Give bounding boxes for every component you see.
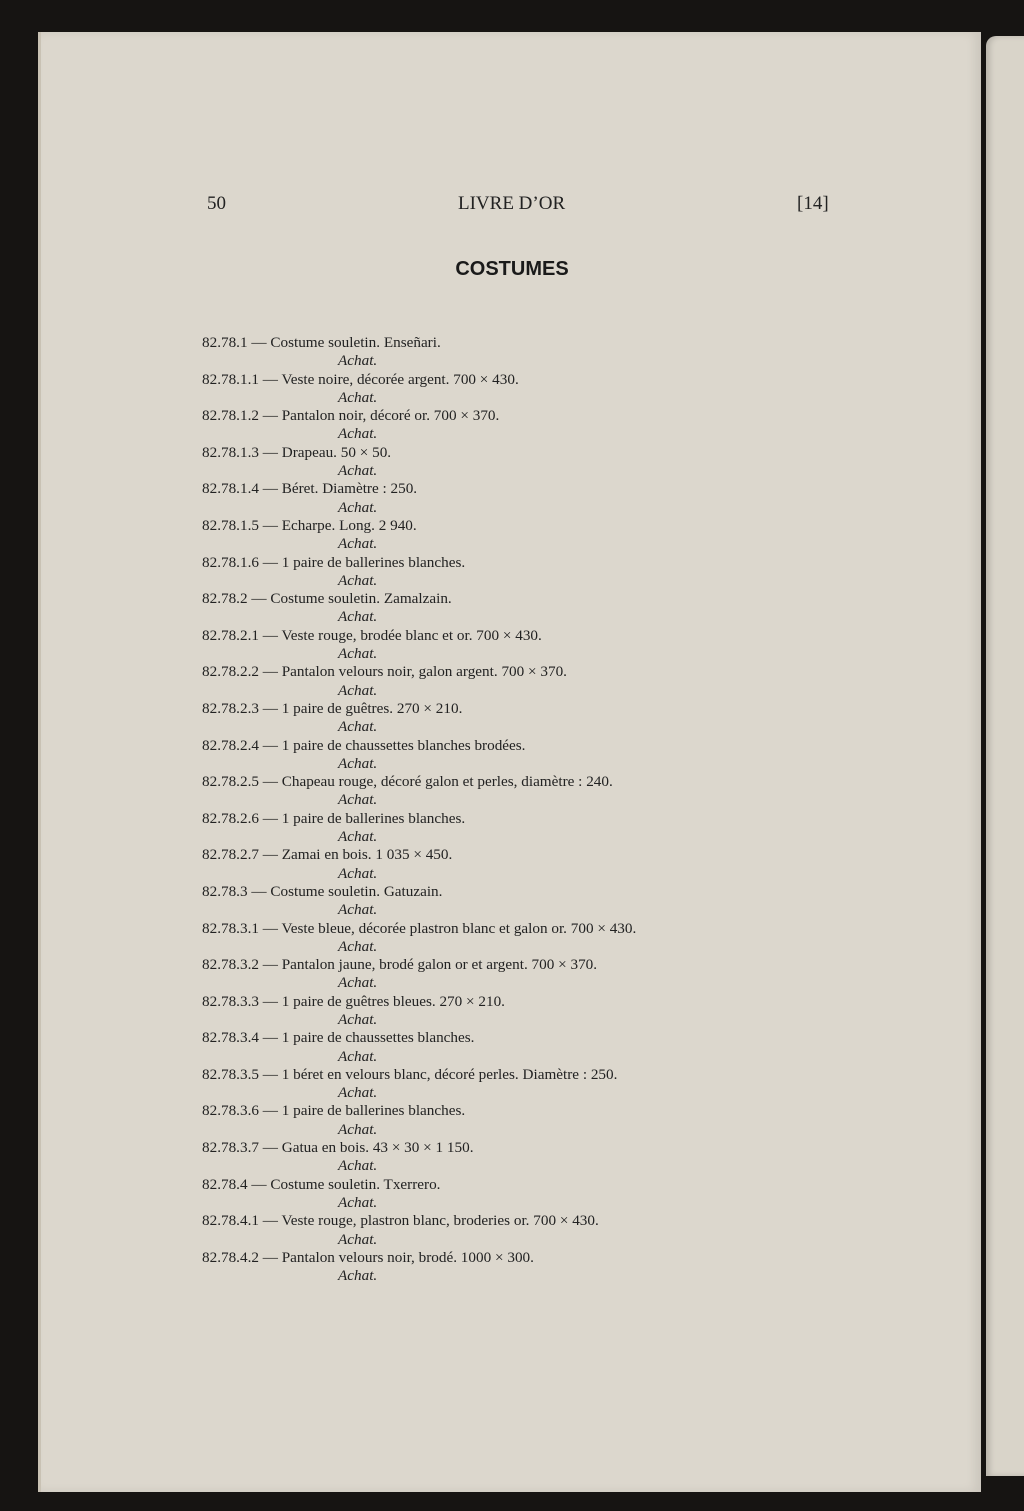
entry-description: Costume souletin. Gatuzain. [270, 882, 443, 900]
entry-id: 82.78.2.7 [202, 846, 259, 864]
acquisition-mode: Achat. [338, 352, 378, 370]
entry-id: 82.78.1.6 [202, 553, 259, 571]
entry-id: 82.78.1 [202, 334, 248, 351]
acquisition-mode: Achat. [338, 937, 378, 955]
entry-id: 82.78.4 [202, 1175, 248, 1193]
catalogue-entry: 82.78.3.6 — 1 paire de ballerines blanches. [202, 1102, 466, 1120]
entry-description: Veste bleue, décorée plastron blanc et galon or. 700 × 430. [281, 919, 637, 937]
entry-id: 82.78.3.6 [202, 1102, 259, 1120]
catalogue-entry: 82.78.1.1 — Veste noire, décorée argent. 700 × 430. [202, 370, 519, 388]
acquisition-mode: Achat. [338, 535, 378, 553]
entry-description: 1 paire de ballerines blanches. [281, 1102, 466, 1120]
acquisition-mode: Achat. [338, 1267, 378, 1285]
entry-description: Pantalon velours noir, galon argent. 700 × 370. [281, 663, 567, 681]
catalogue-entry: 82.78.4.2 — Pantalon velours noir, brodé. 1000 × 300. [202, 1248, 534, 1266]
catalogue-entry: 82.78.1.3 — Drapeau. 50 × 50. [202, 443, 392, 461]
entry-id: 82.78.2.5 [202, 773, 259, 791]
catalogue-entry: 82.78.3.7 — Gatua en bois. 43 × 30 × 1 150. [202, 1139, 474, 1157]
acquisition-mode: Achat. [338, 864, 378, 882]
acquisition-mode: Achat. [338, 1010, 378, 1028]
acquisition-mode: Achat. [338, 828, 378, 846]
acquisition-mode: Achat. [338, 425, 378, 443]
entry-id: 82.78.3.5 [202, 1065, 259, 1083]
catalogue-entry: 82.78.4.1 — Veste rouge, plastron blanc, broderies or. 700 × 430. [202, 1212, 599, 1230]
catalogue-list [202, 334, 636, 1285]
catalogue-entry: 82.78.4 — Costume souletin. Txerrero. [202, 1175, 441, 1193]
acquisition-mode: Achat. [338, 681, 378, 699]
entry-id: 82.78.3 [202, 882, 248, 900]
entry-description: Veste noire, décorée argent. 700 × 430. [281, 370, 519, 388]
entry-id: 82.78.3.3 [202, 992, 259, 1010]
acquisition-mode: Achat. [338, 754, 378, 772]
entry-description: Veste rouge, plastron blanc, broderies or. 700 × 430. [281, 1212, 599, 1230]
entry-description: Veste rouge, brodée blanc et or. 700 × 430. [281, 626, 542, 644]
acquisition-mode: Achat. [338, 1120, 378, 1138]
catalogue-entry: 82.78.2.1 — Veste rouge, brodée blanc et or. 700 × 430. [202, 626, 542, 644]
entry-id: 82.78.2 [202, 590, 248, 608]
catalogue-entry: 82.78.1.6 — 1 paire de ballerines blanches. [202, 553, 466, 571]
acquisition-mode: Achat. [338, 571, 378, 589]
catalogue-entry: 82.78.3.1 — Veste bleue, décorée plastron blanc et galon or. 700 × 430. [202, 919, 637, 937]
acquisition-mode: Achat. [338, 791, 378, 809]
acquisition-mode: Achat. [338, 1084, 378, 1102]
catalogue-entry: 82.78.3.4 — 1 paire de chaussettes blanches. [202, 1029, 475, 1047]
entry-description: Chapeau rouge, décoré galon et perles, diamètre : 240. [281, 773, 613, 791]
entry-description: 1 béret en velours blanc, décoré perles. Diamètre : 250. [281, 1065, 618, 1083]
acquisition-mode: Achat. [338, 498, 378, 516]
entry-id: 82.78.2.1 [202, 626, 259, 644]
entry-id: 82.78.1.3 [202, 443, 259, 461]
acquisition-mode: Achat. [338, 1157, 378, 1175]
catalogue-entry: 82.78.2 — Costume souletin. Zamalzain. [202, 590, 452, 608]
acquisition-mode: Achat. [338, 1230, 378, 1248]
acquisition-mode: Achat. [338, 462, 378, 480]
entry-description: 1 paire de chaussettes blanches brodées. [281, 736, 526, 754]
entry-description: Costume souletin. Txerrero. [270, 1175, 441, 1193]
running-title: LIVRE D’OR [458, 193, 566, 214]
entry-description: Echarpe. Long. 2 940. [281, 516, 417, 534]
entry-description: 1 paire de ballerines blanches. [281, 809, 466, 827]
page-number: 50 [207, 193, 226, 214]
entry-description: Costume souletin. Enseñari. [270, 334, 441, 351]
next-page-edge [986, 36, 1024, 1476]
catalogue-entry: 82.78.2.6 — 1 paire de ballerines blanches. [202, 809, 466, 827]
entry-id: 82.78.3.2 [202, 956, 259, 974]
entry-description: Zamai en bois. 1 035 × 450. [281, 846, 453, 864]
entry-id: 82.78.2.2 [202, 663, 259, 681]
entry-id: 82.78.1.5 [202, 516, 259, 534]
catalogue-entry: 82.78.1.4 — Béret. Diamètre : 250. [202, 480, 418, 498]
entry-description: Pantalon velours noir, brodé. 1000 × 300. [281, 1248, 534, 1266]
entry-description: Béret. Diamètre : 250. [281, 480, 418, 498]
entry-id: 82.78.2.3 [202, 699, 259, 717]
entry-description: Costume souletin. Zamalzain. [270, 590, 452, 608]
catalogue-entry: 82.78.2.4 — 1 paire de chaussettes blanches brodées. [202, 736, 526, 754]
entry-id: 82.78.3.7 [202, 1139, 259, 1157]
entry-description: Pantalon noir, décoré or. 700 × 370. [281, 407, 500, 425]
catalogue-entry: 82.78.1 — Costume souletin. Enseñari. [202, 334, 441, 351]
catalogue-entry: 82.78.2.5 — Chapeau rouge, décoré galon et perles, diamètre : 240. [202, 773, 613, 791]
acquisition-mode: Achat. [338, 1193, 378, 1211]
acquisition-mode: Achat. [338, 718, 378, 736]
acquisition-mode: Achat. [338, 974, 378, 992]
entry-id: 82.78.1.2 [202, 407, 259, 425]
acquisition-mode: Achat. [338, 1047, 378, 1065]
entry-description: Pantalon jaune, brodé galon or et argent. 700 × 370. [281, 956, 598, 974]
entry-id: 82.78.4.2 [202, 1248, 259, 1266]
acquisition-mode: Achat. [338, 645, 378, 663]
entry-id: 82.78.4.1 [202, 1212, 259, 1230]
entry-description: Gatua en bois. 43 × 30 × 1 150. [281, 1139, 474, 1157]
entry-description: Drapeau. 50 × 50. [281, 443, 392, 461]
acquisition-mode: Achat. [338, 608, 378, 626]
entry-id: 82.78.2.4 [202, 736, 259, 754]
entry-id: 82.78.2.6 [202, 809, 259, 827]
entry-description: 1 paire de guêtres bleues. 270 × 210. [281, 992, 505, 1010]
catalogue-entry: 82.78.2.2 — Pantalon velours noir, galon argent. 700 × 370. [202, 663, 567, 681]
catalogue-entry: 82.78.3.2 — Pantalon jaune, brodé galon or et argent. 700 × 370. [202, 956, 598, 974]
entry-id: 82.78.3.1 [202, 919, 259, 937]
catalogue-entry: 82.78.3.5 — 1 béret en velours blanc, décoré perles. Diamètre : 250. [202, 1065, 618, 1083]
catalogue-entry: 82.78.3.3 — 1 paire de guêtres bleues. 270 × 210. [202, 992, 505, 1010]
catalogue-entry: 82.78.3 — Costume souletin. Gatuzain. [202, 882, 443, 900]
entry-description: 1 paire de ballerines blanches. [281, 553, 466, 571]
entry-description: 1 paire de chaussettes blanches. [281, 1029, 475, 1047]
catalogue-entry: 82.78.1.2 — Pantalon noir, décoré or. 700 × 370. [202, 407, 500, 425]
acquisition-mode: Achat. [338, 901, 378, 919]
entry-id: 82.78.3.4 [202, 1029, 259, 1047]
catalogue-entry: 82.78.2.7 — Zamai en bois. 1 035 × 450. [202, 846, 453, 864]
catalogue-entry: 82.78.2.3 — 1 paire de guêtres. 270 × 210. [202, 699, 463, 717]
acquisition-mode: Achat. [338, 388, 378, 406]
section-reference: [14] [797, 193, 829, 214]
entry-id: 82.78.1.4 [202, 480, 259, 498]
catalogue-entry: 82.78.1.5 — Echarpe. Long. 2 940. [202, 516, 417, 534]
entry-description: 1 paire de guêtres. 270 × 210. [281, 699, 463, 717]
entry-id: 82.78.1.1 [202, 370, 259, 388]
page-title: COSTUMES [455, 258, 569, 280]
